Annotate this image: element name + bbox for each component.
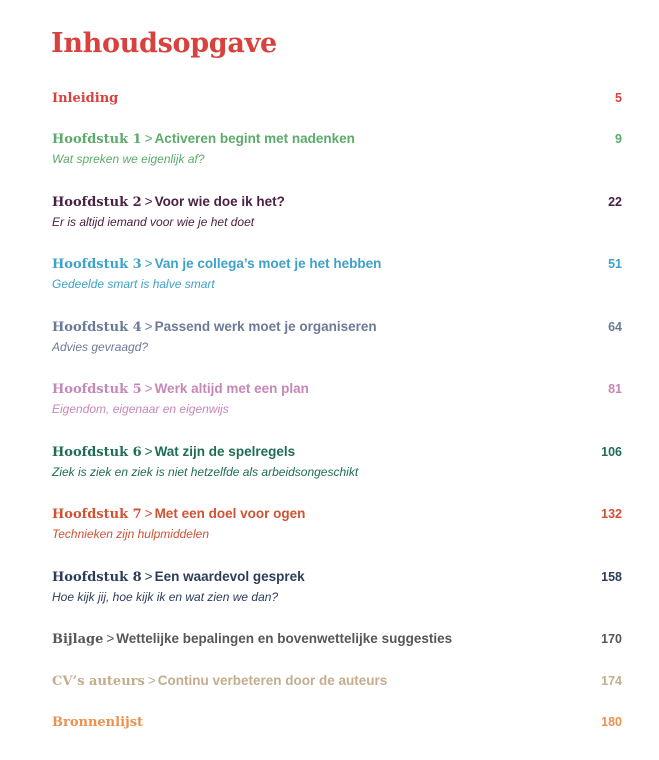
toc-separator: > [144,256,153,271]
toc-page-number: 180 [601,715,622,729]
toc-page-number: 106 [601,445,622,459]
toc-chapter-label: Hoofdstuk 5 [52,382,142,397]
toc-chapter-title: Een waardevol gesprek [154,569,305,584]
toc-chapter-title: Continu verbeteren door de auteurs [157,673,388,688]
toc-chapter-title: Voor wie doe ik het? [154,194,285,209]
toc-chapter-label: Hoofdstuk 7 [52,507,142,522]
toc-chapter-title: Activeren begint met nadenken [154,131,355,146]
page-title: Inhoudsopgave [51,28,277,59]
toc-separator: > [144,131,153,146]
toc-separator: > [144,194,153,209]
toc-entry-hoofdstuk-2[interactable] [52,193,622,230]
toc-separator: > [144,444,153,459]
toc-entry-bijlage[interactable] [52,630,622,648]
toc-chapter-label: Bijlage [52,632,104,647]
toc-separator: > [144,319,153,334]
toc-entry-hoofdstuk-6[interactable] [52,443,622,480]
toc-page-number: 174 [601,674,622,688]
toc-chapter-label: Hoofdstuk 3 [52,257,142,272]
toc-chapter-label: Hoofdstuk 8 [52,570,142,585]
toc-chapter-label: Hoofdstuk 4 [52,320,142,335]
toc-chapter-title: Met een doel voor ogen [154,506,306,521]
toc-subtitle: Hoe kijk jij, hoe kijk ik en wat zien we dan? [52,590,279,604]
toc-page-number: 81 [608,382,622,396]
toc-subtitle: Eigendom, eigenaar en eigenwijs [52,402,229,416]
toc-chapter-title: Passend werk moet je organiseren [154,319,377,334]
toc-separator: > [144,381,153,396]
toc-subtitle: Er is altijd iemand voor wie je het doet [52,215,255,229]
toc-entry-cv-auteurs[interactable] [52,672,622,690]
toc-page-number: 64 [608,320,622,334]
toc-chapter-title: Wettelijke bepalingen en bovenwettelijke suggesties [116,631,453,646]
toc-page-number: 22 [608,195,622,209]
toc-entry-bronnenlijst[interactable] [52,713,622,731]
toc-page-number: 132 [601,507,622,521]
toc-separator: > [144,569,153,584]
toc-separator: > [106,631,115,646]
toc-label: Inleiding [52,91,119,106]
toc-entry-hoofdstuk-7[interactable] [52,505,622,542]
toc-subtitle: Wat spreken we eigenlijk af? [52,152,205,166]
toc-entry-hoofdstuk-8[interactable] [52,568,622,605]
toc-entry-hoofdstuk-4[interactable] [52,318,622,355]
toc-subtitle: Gedeelde smart is halve smart [52,277,215,291]
toc-chapter-title: Wat zijn de spelregels [154,444,296,459]
toc-subtitle: Technieken zijn hulpmiddelen [52,527,209,541]
toc-chapter-label: CV’s auteurs [52,674,145,689]
toc-page-number: 158 [601,570,622,584]
toc-page-number: 170 [601,632,622,646]
toc-page-number: 51 [608,257,622,271]
toc-subtitle: Ziek is ziek en ziek is niet hetzelfde als arbeidsongeschikt [52,465,359,479]
toc-entry-hoofdstuk-1[interactable] [52,130,622,167]
toc-chapter-title: Werk altijd met een plan [154,381,309,396]
toc-separator: > [144,506,153,521]
toc-chapter-label: Hoofdstuk 1 [52,132,142,147]
toc-separator: > [147,673,156,688]
toc-subtitle: Advies gevraagd? [52,340,149,354]
toc-label: Bronnenlijst [52,715,144,730]
toc-page-number: 9 [615,132,622,146]
toc-chapter-title: Van je collega’s moet je het hebben [154,256,382,271]
toc-entry-inleiding[interactable] [52,89,622,107]
toc-chapter-label: Hoofdstuk 6 [52,445,142,460]
toc-entry-hoofdstuk-3[interactable] [52,255,622,292]
toc-entry-hoofdstuk-5[interactable] [52,380,622,417]
toc-page-number: 5 [615,91,622,105]
toc-chapter-label: Hoofdstuk 2 [52,195,142,210]
